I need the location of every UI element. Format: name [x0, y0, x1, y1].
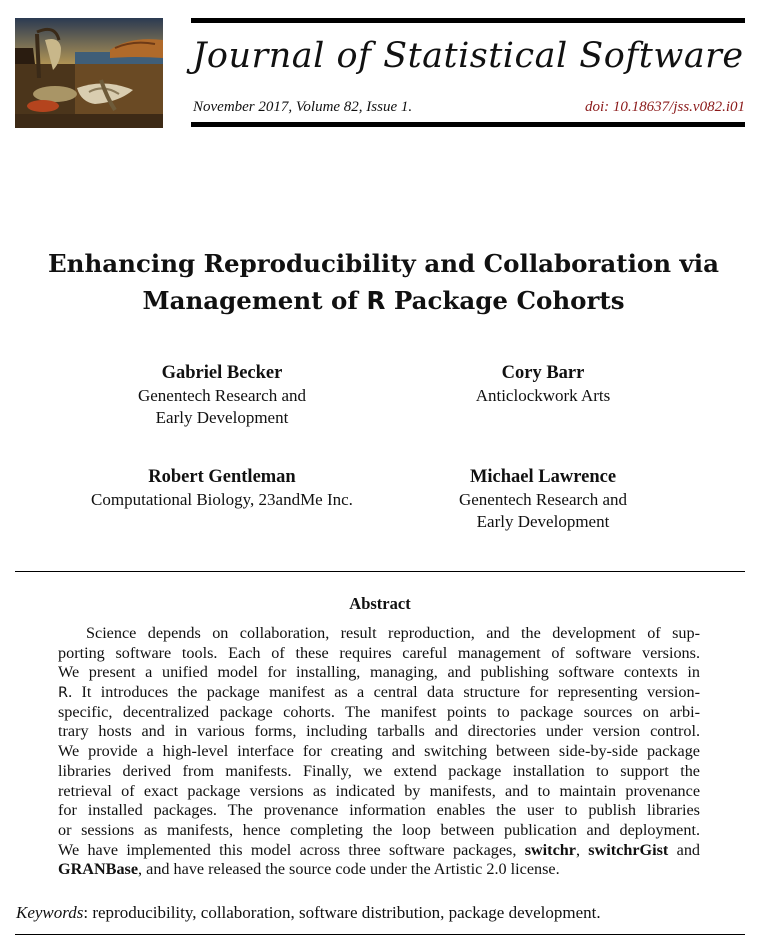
title-text: Package Cohorts: [385, 286, 625, 315]
abstract-text: We have implemented this model across three software packages,: [58, 840, 525, 859]
author-block: [62, 362, 382, 429]
doi-link[interactable]: doi: 10.18637/jss.v082.i01: [585, 99, 745, 115]
abstract-line: porting software tools. Each of these requires careful management of software versions.: [58, 643, 700, 662]
journal-title: Journal of Statistical Software: [192, 36, 744, 76]
author-affiliation: Early Development: [155, 408, 289, 427]
abstract-rule-bottom: [15, 934, 745, 935]
abstract-line: R. It introduces the package manifest as a central data structure for representing version-: [58, 683, 701, 702]
author-affiliation: Genentech Research and: [458, 490, 628, 509]
author-affiliation: Computational Biology, 23andMe Inc.: [91, 490, 353, 509]
abstract-line: retrieval of exact package versions as indicated by manifests, and to maintain provenance: [58, 781, 700, 800]
abstract-line: We present a unified model for installing, managing, and publishing software contexts in: [58, 663, 700, 682]
abstract-line: or sessions as manifests, hence completing the loop between publication and deployment.: [58, 820, 700, 839]
keywords-label: Keywords: [16, 903, 84, 922]
r-language-symbol: R: [366, 286, 386, 315]
author-affiliation: Genentech Research and: [137, 386, 307, 405]
author-block: [383, 362, 703, 407]
abstract-line: trary hosts and in various forms, including tarballs and directories under version control.: [58, 722, 700, 741]
paper-title-line-1: Enhancing Reproducibility and Collaboration via: [48, 249, 719, 278]
abstract-text: ,: [575, 840, 589, 859]
author-name: Gabriel Becker: [161, 363, 283, 383]
author-block: [62, 466, 382, 511]
author-name: Cory Barr: [501, 363, 585, 383]
abstract-line: [58, 841, 700, 861]
package-name: GRANBase: [58, 860, 139, 879]
issue-info: November 2017, Volume 82, Issue 1.: [193, 99, 413, 115]
abstract-body: [58, 624, 700, 880]
title-text: Management of: [142, 286, 367, 315]
header-rule-bottom: [191, 122, 745, 127]
keywords-text: : reproducibility, collaboration, software distribution, package development.: [83, 903, 601, 922]
package-name: switchr: [524, 840, 576, 859]
author-affiliation: Early Development: [476, 512, 610, 531]
abstract-text: , and have released the source code under the Artistic 2.0 license.: [138, 860, 560, 879]
abstract-rule-top: [15, 571, 745, 572]
abstract-line: specific, decentralized package cohorts. The manifest points to package sources on arbi-: [58, 702, 700, 721]
header-rule-top: [191, 18, 745, 23]
abstract-line: libraries derived from manifests. Finally, we extend package installation to support the: [58, 761, 700, 780]
abstract-heading: Abstract: [349, 594, 411, 613]
paper-title: [20, 245, 747, 319]
abstract-text: It introduces the package manifest as a central data structure for representing version-: [81, 683, 701, 702]
author-block: [383, 466, 703, 533]
abstract-line: We provide a high-level interface for creating and switching between side-by-side package: [58, 742, 700, 761]
keywords: [16, 903, 746, 923]
abstract-line: for installed packages. The provenance information enables the user to publish libraries: [58, 801, 700, 820]
author-affiliation: Anticlockwork Arts: [475, 386, 611, 405]
author-name: Michael Lawrence: [469, 467, 617, 487]
r-language-symbol: R: [58, 685, 69, 702]
abstract-line: Science depends on collaboration, result reproduction, and the development of sup-: [86, 624, 700, 642]
abstract-text: and: [668, 840, 701, 859]
author-name: Robert Gentleman: [148, 467, 296, 487]
abstract-line: [58, 860, 700, 880]
journal-cover-image: [15, 18, 163, 128]
package-name: switchrGist: [588, 840, 669, 859]
paper-title-line-2: [20, 282, 747, 319]
